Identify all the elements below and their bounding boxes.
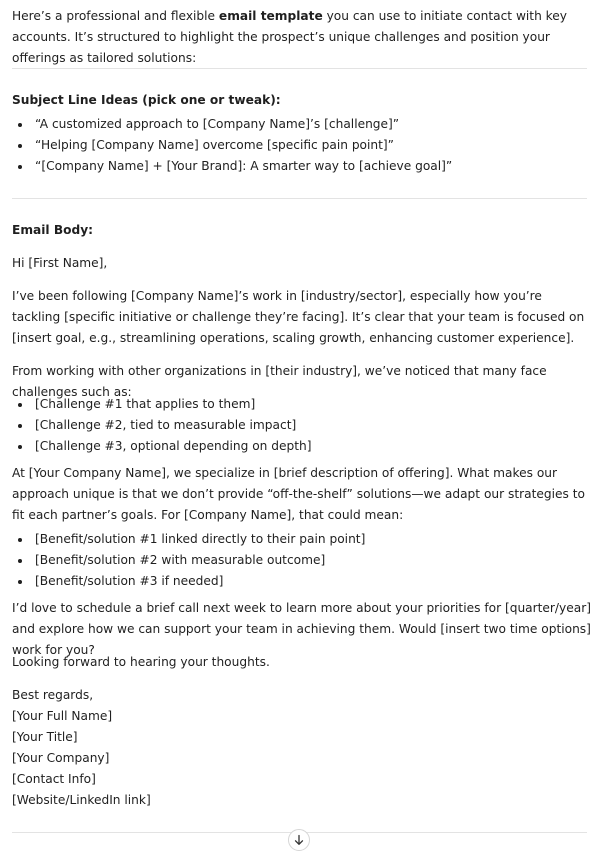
arrow-down-icon xyxy=(293,834,305,846)
greeting: Hi [First Name], xyxy=(12,256,108,270)
signature-line: [Your Full Name] xyxy=(12,709,113,723)
intro-text-before: Here’s a professional and flexible xyxy=(12,9,219,23)
intro-bold-text: email template xyxy=(218,9,323,23)
benefit-item: [Benefit/solution #3 if needed] xyxy=(12,571,582,592)
subject-list xyxy=(12,114,582,177)
challenge-item: [Challenge #2, tied to measurable impact] xyxy=(12,415,582,436)
benefit-item: [Benefit/solution #2 with measurable outcome] xyxy=(12,550,582,571)
benefit-item: [Benefit/solution #1 linked directly to their pain point] xyxy=(12,529,582,550)
body-paragraph-4: I’d love to schedule a brief call next week to learn more about your priorities for [quarter/year] and explore how we can support your team in achieving them. Would [insert two time options] work for you? xyxy=(12,601,591,657)
subject-item: “A customized approach to [Company Name]’s [challenge]” xyxy=(12,114,582,135)
body-paragraph-5: Looking forward to hearing your thoughts. xyxy=(12,655,270,669)
body-paragraph-3: At [Your Company Name], we specialize in [brief description of offering]. What makes our approach unique is that we don’t provide “off-the-shelf” solutions—we adapt our strategies to fit each partner’s goals. For [Company Name], that could mean: xyxy=(12,466,585,522)
scroll-to-bottom-button[interactable] xyxy=(288,829,310,851)
signature-line: [Contact Info] xyxy=(12,772,96,786)
subject-heading: Subject Line Ideas (pick one or tweak): xyxy=(12,93,281,107)
body-paragraph-1: I’ve been following [Company Name]’s work in [industry/sector], especially how you’re tackling [specific initiative or challenge they’re facing]. It’s clear that your team is focused on [insert goal, e.g., streamlining operations, scaling growth, enhancing customer experience]. xyxy=(12,289,585,345)
intro-paragraph xyxy=(12,6,594,69)
signature-block xyxy=(12,685,594,811)
divider xyxy=(12,198,587,199)
subject-item: “[Company Name] + [Your Brand]: A smarter way to [achieve goal]” xyxy=(12,156,582,177)
challenge-item: [Challenge #1 that applies to them] xyxy=(12,394,582,415)
intro-text-after: you can use to initiate contact with key accounts. It’s structured to highlight the prospect’s unique challenges and position your offerings as tailored solutions: xyxy=(12,9,568,65)
signature-line: Best regards, xyxy=(12,688,94,702)
body-paragraph-2: From working with other organizations in [their industry], we’ve noticed that many face challenges such as: xyxy=(12,364,547,399)
challenge-list xyxy=(12,394,582,457)
signature-line: [Website/LinkedIn link] xyxy=(12,793,151,807)
signature-line: [Your Company] xyxy=(12,751,110,765)
signature-line: [Your Title] xyxy=(12,730,78,744)
challenge-item: [Challenge #3, optional depending on depth] xyxy=(12,436,582,457)
benefit-list xyxy=(12,529,582,592)
email-body-heading: Email Body: xyxy=(12,223,94,237)
divider xyxy=(12,68,587,69)
subject-item: “Helping [Company Name] overcome [specific pain point]” xyxy=(12,135,582,156)
